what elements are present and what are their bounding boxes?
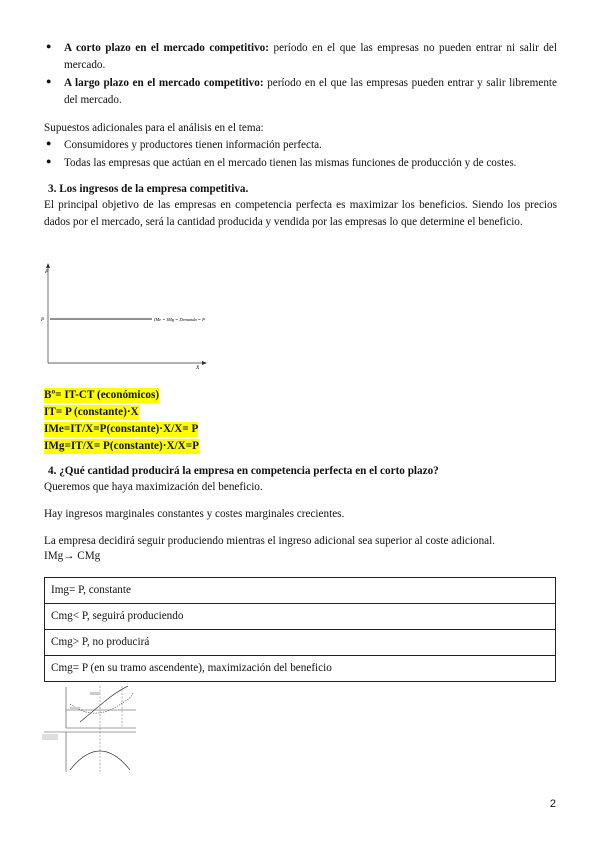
formula-total-revenue: IT= P (constante)·X (44, 406, 139, 419)
assumption-text: Todas las empresas que actúan en el mercado tienen las mismas funciones de producción y de costes. (64, 157, 517, 169)
bullet-dot: ● (46, 156, 52, 166)
section4-line3: La empresa decidirá seguir produciendo mientras el ingreso adicional sea superior al coste adicional. (44, 535, 496, 547)
bullet-dot: ● (46, 76, 52, 86)
assumptions-intro: Supuestos adicionales para el análisis en el tema: (44, 122, 264, 134)
assumption-item (44, 137, 557, 154)
formula-profit: Bº= IT-CT (económicos) (44, 389, 160, 401)
bullet-long-run (44, 75, 557, 109)
bullet-short-run (44, 40, 557, 74)
table-row (45, 578, 556, 604)
section4-line4: IMg→ CMg (44, 550, 101, 562)
assumption-text: Consumidores y productores tienen información perfecta. (64, 139, 322, 151)
table-cell: Cmg> P, no producirá (45, 630, 556, 656)
section4-line1: Queremos que haya maximización del beneficio. (44, 481, 263, 493)
table-row (45, 604, 556, 630)
page-number: 2 (549, 798, 556, 810)
conditions-table (44, 577, 556, 682)
section3-paragraph: El principal objetivo de las empresas en competencia perfecta es maximizar los beneficios. Siendo los precios dados por el mercado, será la cantidad producida y vendida por las empresas lo que determine el beneficio. (44, 199, 557, 229)
revenue-graph (36, 260, 216, 372)
table-row (45, 656, 556, 682)
bullet-term: A corto plazo en el mercado competitivo: (64, 42, 269, 54)
table-cell: Img= P, constante (45, 578, 556, 604)
graph1-y-label: P (45, 269, 49, 275)
graph1-x-label: X (196, 365, 200, 371)
table-cell: Cmg= P (en su tramo ascendente), maximización del beneficio (45, 656, 556, 682)
assumption-item (44, 155, 557, 172)
graph1-price-label: P (41, 318, 45, 323)
bullet-term: A largo plazo en el mercado competitivo: (64, 77, 264, 89)
table-row (45, 630, 556, 656)
graph1-line-label: IMe = IMg = Demanda = P (154, 317, 205, 322)
cost-revenue-graph (40, 682, 150, 777)
table-cell: Cmg< P, seguirá produciendo (45, 604, 556, 630)
bullet-text: período en el que las empresas pueden entrar y salir libremente del mercado. (64, 77, 557, 107)
bullet-dot: ● (46, 41, 52, 51)
formula-average-revenue: IMe=IT/X=P(constante)·X/X= P (44, 423, 199, 436)
bullet-text: período en el que las empresas no pueden entrar ni salir del mercado. (64, 42, 557, 72)
section4-line2: Hay ingresos marginales constantes y costes marginales crecientes. (44, 508, 345, 520)
formula-marginal-revenue: IMg=IT/X= P(constante)·X/X=P (44, 440, 199, 453)
formulas (44, 387, 199, 455)
section4-heading: 4. ¿Qué cantidad producirá la empresa en competencia perfecta en el corto plazo? (48, 465, 439, 477)
bullet-dot: ● (46, 138, 52, 148)
section3-heading: 3. Los ingresos de la empresa competitiva. (48, 183, 249, 195)
